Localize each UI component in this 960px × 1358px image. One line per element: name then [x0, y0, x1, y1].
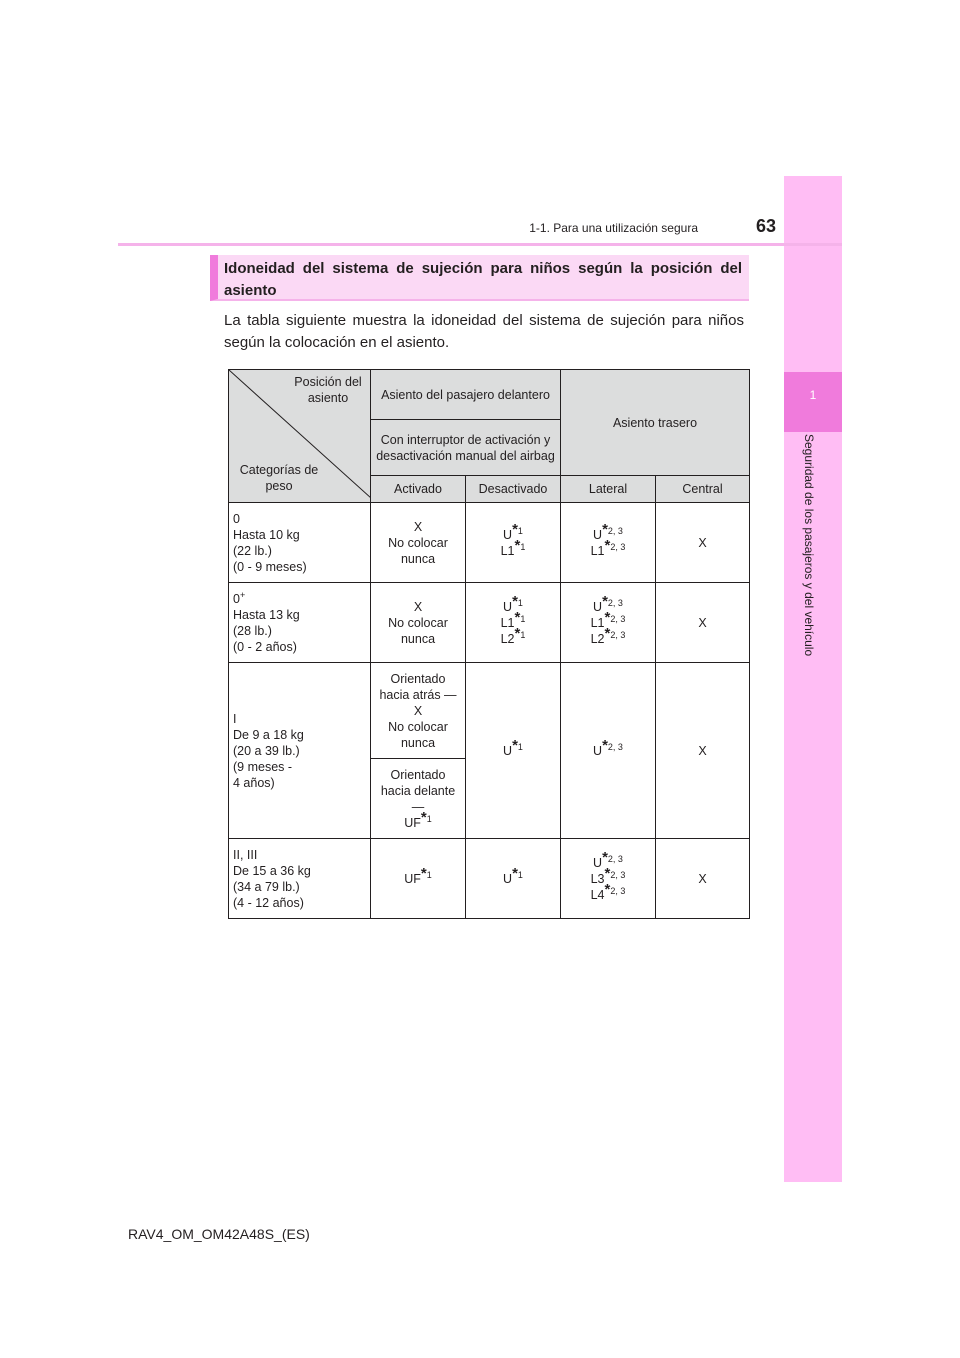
value-line: U*$^{2, 3}$	[593, 848, 623, 870]
value-line: U*$^1$	[503, 736, 523, 758]
value-line: U*$^1$	[503, 864, 523, 886]
chapter-title: Seguridad de los pasajeros y del vehículo	[802, 434, 816, 657]
cat-lb: (22 lb.)	[233, 543, 272, 558]
cat-lb: (34 a 79 lb.)	[233, 879, 300, 894]
value-note: No colocar nunca	[388, 535, 448, 566]
activated-cell	[371, 583, 466, 663]
suitability-table	[228, 369, 750, 919]
document-code: RAV4_OM_OM42A48S_(ES)	[128, 1226, 310, 1242]
cat-age: (9 meses -	[233, 759, 293, 774]
chapter-number: 1	[809, 388, 817, 402]
value-line: U*$^{2, 3}$	[593, 592, 623, 614]
value-line: L4*$^{2, 3}$	[590, 880, 626, 902]
cat-group: 0+	[233, 589, 246, 606]
cat-age: (4 - 12 años)	[233, 895, 304, 910]
table-row	[229, 503, 750, 583]
page-number: 63	[755, 216, 776, 236]
activated-rear-facing-cell	[371, 663, 466, 759]
value-line: U*$^{2, 3}$	[593, 736, 623, 758]
value-x: X	[413, 703, 423, 718]
cat-age: (0 - 9 meses)	[233, 559, 307, 574]
lateral-cell	[561, 503, 656, 583]
value-line: UF*$^1$	[404, 808, 432, 830]
cat-weight: Hasta 13 kg	[233, 607, 300, 622]
corner-header-cell	[229, 370, 371, 503]
value-line: U*$^1$	[503, 592, 523, 614]
value-line: U*$^{2, 3}$	[593, 520, 623, 542]
central-cell: X	[656, 663, 750, 839]
col-activated: Activado	[371, 476, 466, 503]
central-cell: X	[656, 583, 750, 663]
cat-group: II, III	[233, 847, 258, 862]
deactivated-cell	[466, 663, 561, 839]
header-rule	[118, 243, 842, 246]
value-line: U*$^1$	[503, 520, 523, 542]
value-note: No colocar nunca	[388, 615, 448, 646]
activated-cell	[371, 503, 466, 583]
front-seat-header: Asiento del pasajero delantero	[371, 370, 561, 420]
col-central: Central	[656, 476, 750, 503]
value-line: L2*$^1$	[500, 624, 526, 646]
col-lateral: Lateral	[561, 476, 656, 503]
deactivated-cell	[466, 503, 561, 583]
section-title: Idoneidad del sistema de sujeción para niños según la posición del asiento	[224, 260, 742, 299]
value-x: X	[413, 599, 423, 614]
value-note: No colocar nunca	[388, 719, 448, 750]
lateral-cell	[561, 663, 656, 839]
rear-seat-header: Asiento trasero	[561, 370, 750, 476]
value-x: X	[413, 519, 423, 534]
value-line: L1*$^1$	[500, 608, 526, 630]
cat-group: I	[233, 711, 237, 726]
weight-category-cell	[229, 503, 371, 583]
lateral-cell	[561, 839, 656, 919]
value-note: Orientado hacia atrás —	[379, 671, 457, 702]
value-note: Orientado hacia delante —	[380, 767, 456, 814]
table-row	[229, 583, 750, 663]
weight-category-cell	[229, 663, 371, 839]
cat-age: 4 años)	[233, 775, 275, 790]
value-line: L1*$^1$	[500, 536, 526, 558]
col-deactivated: Desactivado	[466, 476, 561, 503]
central-cell: X	[656, 503, 750, 583]
cat-weight: De 9 a 18 kg	[233, 727, 304, 742]
lateral-cell	[561, 583, 656, 663]
corner-seat-position: Posición del asiento	[294, 375, 362, 405]
table-row	[229, 839, 750, 919]
central-cell: X	[656, 839, 750, 919]
weight-category-cell	[229, 583, 371, 663]
table-row	[229, 663, 750, 759]
cat-weight: De 15 a 36 kg	[233, 863, 311, 878]
activated-cell	[371, 839, 466, 919]
value-line: L1*$^{2, 3}$	[590, 608, 626, 630]
airbag-switch-header: Con interruptor de activación y desactivación manual del airbag	[371, 420, 561, 476]
cat-lb: (20 a 39 lb.)	[233, 743, 300, 758]
value-line: L3*$^{2, 3}$	[590, 864, 626, 886]
value-line: UF*$^1$	[404, 864, 432, 886]
running-head: 1-1. Para una utilización segura	[529, 221, 698, 235]
cat-group: 0	[233, 511, 240, 526]
cat-weight: Hasta 10 kg	[233, 527, 300, 542]
value-line: L1*$^{2, 3}$	[590, 536, 626, 558]
weight-category-cell	[229, 839, 371, 919]
intro-paragraph: La tabla siguiente muestra la idoneidad del sistema de sujeción para niños según la colocación en el asiento.	[224, 312, 744, 351]
cat-age: (0 - 2 años)	[233, 639, 297, 654]
cat-lb: (28 lb.)	[233, 623, 272, 638]
value-line: L2*$^{2, 3}$	[590, 624, 626, 646]
corner-weight-category: Categorías de peso	[239, 463, 319, 493]
chapter-tab	[784, 372, 842, 432]
activated-forward-facing-cell	[371, 759, 466, 839]
deactivated-cell	[466, 839, 561, 919]
deactivated-cell	[466, 583, 561, 663]
